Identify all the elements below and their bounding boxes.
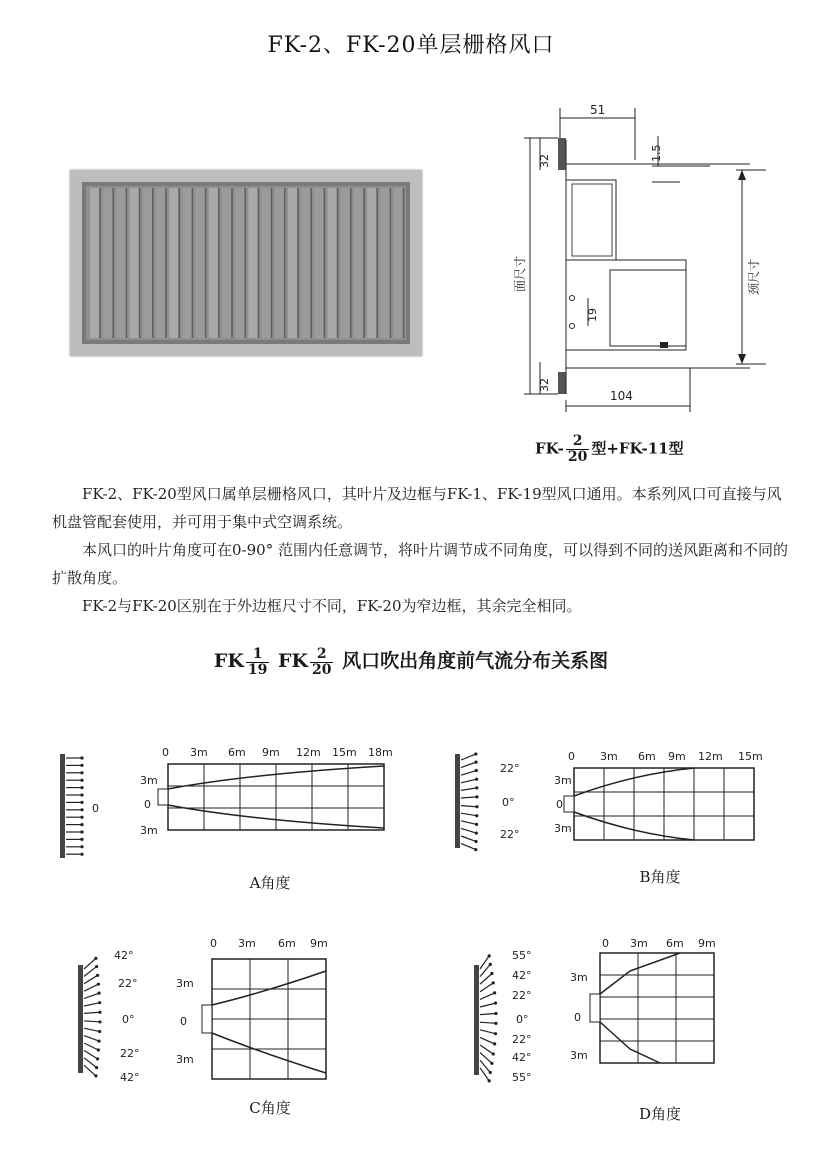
arrow-head	[475, 795, 478, 798]
grille-slat	[248, 188, 257, 338]
airflow-arrows-c	[84, 957, 102, 1078]
grille-photo	[70, 170, 422, 356]
y-tick: 3m	[554, 822, 572, 835]
x-tick: 9m	[262, 746, 280, 759]
arrow-head	[98, 1020, 101, 1023]
grille-slat	[341, 188, 350, 338]
airflow-arrow	[84, 993, 99, 998]
arrow-head	[494, 1032, 497, 1035]
arrow-head	[475, 769, 478, 772]
angle-label: 42°	[120, 1071, 140, 1084]
arrow-head	[80, 786, 83, 789]
airflow-arrow	[84, 1003, 100, 1006]
grille-slat	[196, 188, 205, 338]
arrow-head	[80, 816, 83, 819]
arrow-head	[475, 786, 478, 789]
arrow-head	[492, 1052, 495, 1055]
diagram-c	[60, 935, 360, 1135]
airflow-arrow	[480, 983, 493, 992]
airflow-arrow	[84, 1065, 96, 1076]
y-tick: 0	[180, 1015, 187, 1028]
nozzle	[590, 994, 600, 1022]
diagram-d-svg	[460, 935, 760, 1085]
arrow-head	[474, 848, 477, 851]
section-num-1: 1	[246, 647, 269, 663]
x-tick: 3m	[600, 750, 618, 763]
airflow-arrow	[461, 821, 477, 825]
grille-slat	[288, 188, 297, 338]
caption-prefix: FK-	[535, 439, 564, 458]
angle-label: 55°	[512, 1071, 532, 1084]
caption-den: 20	[567, 449, 588, 465]
arrow-head	[97, 1039, 100, 1042]
airflow-arrow	[461, 797, 477, 798]
neck-size-label: 颈尺寸	[747, 258, 761, 295]
arrow-head	[493, 1042, 496, 1045]
arrow-head	[475, 831, 478, 834]
arrow-head	[80, 808, 83, 811]
angle-label: 22°	[512, 1033, 532, 1046]
dim-1-5: 1.5	[650, 144, 663, 162]
airflow-arrow	[480, 1045, 493, 1054]
grille-slat	[367, 188, 376, 338]
airflow-arrow	[480, 1013, 496, 1014]
angle-label: 0°	[516, 1013, 529, 1026]
grille-slat	[182, 188, 191, 338]
x-tick: 3m	[238, 937, 256, 950]
arrow-head	[475, 814, 478, 817]
airflow-arrow	[461, 771, 476, 776]
nozzle	[564, 796, 574, 812]
dim-104: 104	[610, 389, 633, 403]
x-tick: 9m	[668, 750, 686, 763]
arrow-head	[494, 1002, 497, 1005]
airflow-arrow	[461, 828, 476, 833]
airflow-arrow	[480, 1030, 496, 1034]
section-prefix-1: FK	[213, 650, 244, 672]
arrow-head	[488, 1079, 491, 1082]
page-title: FK-2、FK-20单层栅格风口	[267, 33, 555, 58]
x-tick: 9m	[698, 937, 716, 950]
arrow-head	[80, 845, 83, 848]
airflow-arrow	[84, 1021, 100, 1022]
arrow-head	[489, 963, 492, 966]
arrow-head	[475, 823, 478, 826]
section-fraction-2	[310, 647, 333, 678]
airflow-arrow	[84, 984, 98, 991]
arrow-head	[492, 981, 495, 984]
caption-num: 2	[566, 434, 589, 450]
grid-frame	[600, 953, 714, 1063]
airflow-boundary	[212, 1033, 326, 1073]
arrow-head	[80, 771, 83, 774]
x-tick: 12m	[698, 750, 723, 763]
grille-slat	[209, 188, 218, 338]
arrow-head	[80, 853, 83, 856]
x-tick: 15m	[738, 750, 763, 763]
arrow-head	[80, 823, 83, 826]
y-tick: 3m	[176, 977, 194, 990]
arrow-head	[80, 830, 83, 833]
grille-slat	[354, 188, 363, 338]
face-size-label: 面尺寸	[513, 255, 527, 292]
paragraph-1: FK-2、FK-20型风口属单层栅格风口，其叶片及边框与FK-1、FK-19型风口通用。本系列风口可直接与风机盘管配套使用，并可用于集中式空调系统。	[52, 485, 782, 531]
x-tick: 12m	[296, 746, 321, 759]
x-tick: 0	[162, 746, 169, 759]
x-tick: 6m	[278, 937, 296, 950]
arrow-head	[494, 1012, 497, 1015]
diagram-c-caption: C角度	[249, 1099, 291, 1117]
airflow-arrow	[461, 788, 477, 791]
arrow-head	[80, 801, 83, 804]
nozzle	[202, 1005, 212, 1033]
arrow-head	[474, 840, 477, 843]
section-fraction-1	[246, 647, 269, 678]
x-tick: 3m	[190, 746, 208, 759]
paragraph-3: FK-2与FK-20区别在于外边框尺寸不同，FK-20为窄边框，其余完全相同。	[82, 597, 582, 615]
grille-slat	[262, 188, 271, 338]
airflow-boundary	[600, 1022, 660, 1063]
grille-slat	[380, 188, 389, 338]
y-tick: 0	[556, 798, 563, 811]
grille-slat	[116, 188, 125, 338]
description	[52, 480, 792, 620]
grille-slat	[394, 188, 403, 338]
airflow-arrow	[461, 806, 477, 807]
x-tick: 9m	[310, 937, 328, 950]
diagram-b	[450, 740, 790, 910]
angle-label: 55°	[512, 949, 532, 962]
caption-fraction	[566, 434, 589, 465]
airflow-arrow	[84, 958, 96, 969]
section-den-2: 20	[312, 661, 332, 678]
arrow-head	[95, 1066, 98, 1069]
airflow-arrow	[84, 1028, 100, 1031]
angle-label: 0°	[502, 796, 515, 809]
airflow-arrows-b	[461, 752, 479, 851]
arrow-head	[490, 1062, 493, 1065]
grille-slat	[143, 188, 152, 338]
x-tick: 6m	[666, 937, 684, 950]
angle-label: 22°	[118, 977, 138, 990]
grille-slat	[222, 188, 231, 338]
nozzle	[158, 789, 168, 805]
arrow-head	[97, 992, 100, 995]
airflow-arrow	[480, 1003, 496, 1007]
drawing-caption	[535, 434, 775, 465]
grille-slat	[130, 188, 139, 338]
airflow-arrow	[461, 779, 477, 783]
angle-label: 42°	[512, 969, 532, 982]
diagram-b-svg	[450, 740, 790, 860]
x-tick: 6m	[228, 746, 246, 759]
arrow-head	[97, 983, 100, 986]
x-tick: 0	[602, 937, 609, 950]
diagram-a	[50, 740, 400, 910]
section-den-1: 19	[247, 661, 268, 678]
grille-slat	[328, 188, 337, 338]
grille-slat	[275, 188, 284, 338]
arrow-head	[475, 805, 478, 808]
arrow-head	[97, 1048, 100, 1051]
arrow-head	[95, 965, 98, 968]
x-tick: 15m	[332, 746, 357, 759]
paragraph-2: 本风口的叶片角度可在0-90° 范围内任意调节，将叶片调节成不同角度，可以得到不同的送风距离和不同的扩散角度。	[52, 541, 788, 587]
y-tick: 3m	[140, 774, 158, 787]
arrow-head	[489, 1071, 492, 1074]
arrow-head	[96, 974, 99, 977]
arrow-head	[94, 1074, 97, 1077]
grille-slat	[235, 188, 244, 338]
diagram-c-svg	[60, 935, 360, 1085]
arrow-head	[80, 793, 83, 796]
arrow-head	[80, 764, 83, 767]
arrow-head	[98, 1001, 101, 1004]
y-tick: 3m	[176, 1053, 194, 1066]
airflow-arrows-d	[480, 954, 498, 1082]
grille-slat	[103, 188, 112, 338]
airflow-arrow	[84, 1012, 100, 1013]
dim-51: 51	[590, 103, 606, 117]
section-title	[0, 646, 822, 678]
angle-label: 22°	[512, 989, 532, 1002]
grille-slat	[301, 188, 310, 338]
airflow-arrow	[480, 1022, 496, 1023]
airflow-arrow	[480, 993, 495, 1000]
angle-label: 22°	[120, 1047, 140, 1060]
grille-slat	[169, 188, 178, 338]
x-tick: 0	[210, 937, 217, 950]
diagram-a-caption: A角度	[249, 874, 291, 892]
arrow-head	[494, 1022, 497, 1025]
angle-label: 42°	[512, 1051, 532, 1064]
grille-slat	[156, 188, 165, 338]
section-drawing-svg	[510, 100, 810, 430]
airflow-boundary	[600, 953, 680, 994]
x-tick: 0	[568, 750, 575, 763]
grille-slat	[90, 188, 99, 338]
dim-32-top: 32	[538, 154, 551, 168]
section-prefix-2: FK	[277, 650, 308, 672]
arrow-head	[474, 761, 477, 764]
airflow-arrow	[461, 844, 476, 850]
arrow-head	[493, 991, 496, 994]
y-tick: 3m	[570, 971, 588, 984]
grille-slat	[314, 188, 323, 338]
arrow-head	[475, 778, 478, 781]
y-tick: 0	[574, 1011, 581, 1024]
dim-32-bottom: 32	[538, 378, 551, 392]
arrow-head	[474, 752, 477, 755]
y-tick: 0	[144, 798, 151, 811]
y-tick: 3m	[554, 774, 572, 787]
arrow-head	[96, 1057, 99, 1060]
arrow-head	[80, 779, 83, 782]
section-num-2: 2	[310, 647, 333, 663]
airflow-arrow	[84, 1036, 99, 1041]
x-tick: 18m	[368, 746, 393, 759]
airflow-arrow	[480, 1037, 495, 1044]
x-tick: 6m	[638, 750, 656, 763]
diagram-a-svg	[50, 740, 400, 870]
airflow-arrows-a	[66, 756, 84, 855]
x-tick: 3m	[630, 937, 648, 950]
grille-photo-art	[70, 170, 422, 356]
arrow-head	[488, 954, 491, 957]
angle-label: 0°	[122, 1013, 135, 1026]
arrow-head	[98, 1011, 101, 1014]
y-tick: 3m	[570, 1049, 588, 1062]
diagram-b-caption: B角度	[639, 868, 681, 886]
arrow-head	[490, 972, 493, 975]
angle-label: 0	[92, 802, 99, 815]
section-drawing	[510, 100, 810, 430]
y-tick: 3m	[140, 824, 158, 837]
airflow-arrow	[84, 975, 98, 983]
diagram-d-caption: D角度	[638, 1105, 682, 1123]
airflow-arrow	[84, 1043, 98, 1050]
dim-19: 19	[586, 308, 599, 322]
airflow-arrow	[461, 762, 476, 767]
airflow-boundary	[212, 971, 326, 1005]
arrow-head	[98, 1030, 101, 1033]
airflow-arrow	[461, 813, 477, 816]
caption-suffix: 型+FK-11型	[591, 439, 684, 458]
section-suffix: 风口吹出角度前气流分布关系图	[342, 650, 609, 672]
arrow-head	[80, 838, 83, 841]
arrow-head	[94, 957, 97, 960]
angle-label: 22°	[500, 762, 520, 775]
diagram-d	[460, 935, 760, 1135]
airflow-arrow	[84, 1050, 98, 1058]
angle-label: 22°	[500, 828, 520, 841]
airflow-arrow	[461, 754, 476, 760]
airflow-arrow	[461, 836, 476, 841]
angle-label: 42°	[114, 949, 134, 962]
arrow-head	[80, 756, 83, 759]
